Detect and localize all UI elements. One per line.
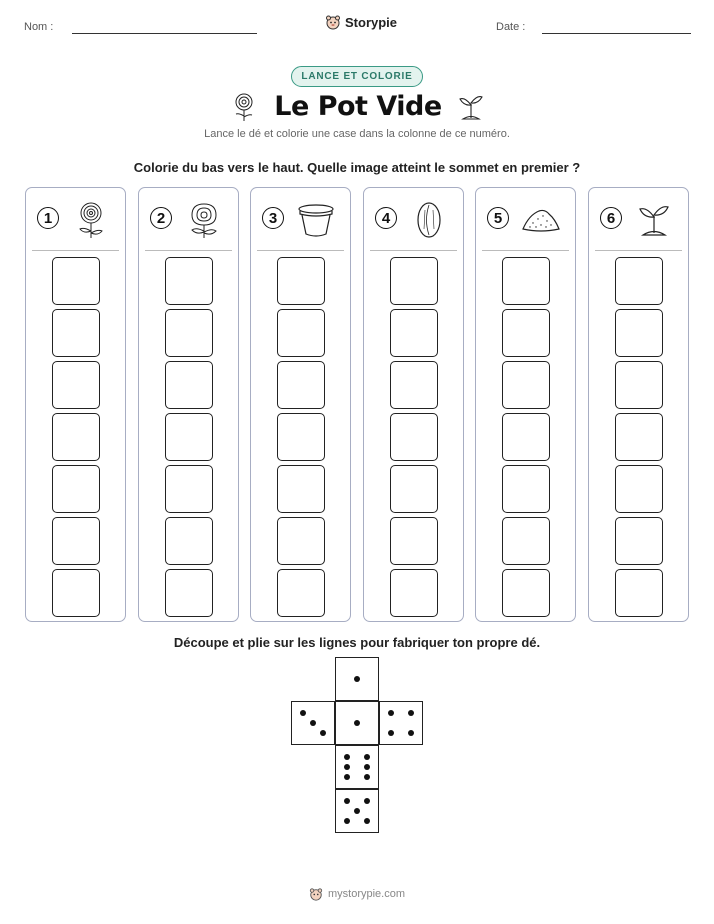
column-number: 2 (150, 207, 172, 229)
column-5 (475, 187, 576, 622)
chrysanthemum-icon (71, 201, 111, 239)
color-box[interactable] (390, 309, 438, 357)
footer (309, 887, 405, 901)
color-box[interactable] (615, 413, 663, 461)
color-box[interactable] (165, 517, 213, 565)
flower-pot-icon (296, 201, 336, 239)
color-box[interactable] (277, 569, 325, 617)
activity-badge: LANCE ET COLORIE (291, 66, 422, 87)
column-divider (145, 250, 232, 251)
pip (344, 754, 350, 760)
storypie-mascot-icon (309, 887, 323, 901)
pip (364, 818, 370, 824)
color-box[interactable] (52, 413, 100, 461)
chrysanthemum-title-icon (230, 92, 258, 122)
color-box[interactable] (165, 569, 213, 617)
pip (354, 808, 360, 814)
color-box[interactable] (390, 517, 438, 565)
column-divider (370, 250, 457, 251)
color-box[interactable] (615, 257, 663, 305)
color-box[interactable] (165, 257, 213, 305)
pip (364, 764, 370, 770)
color-box[interactable] (615, 309, 663, 357)
subtitle: Lance le dé et colorie une case dans la colonne de ce numéro. (204, 128, 510, 140)
color-box[interactable] (277, 361, 325, 409)
column-divider (257, 250, 344, 251)
name-label: Nom : (24, 21, 54, 33)
color-box[interactable] (52, 569, 100, 617)
brand-name: Storypie (345, 14, 398, 30)
color-box[interactable] (165, 465, 213, 513)
die-face-1 (335, 657, 379, 701)
pip (354, 720, 360, 726)
color-box[interactable] (615, 361, 663, 409)
column-number: 3 (262, 207, 284, 229)
color-box[interactable] (165, 361, 213, 409)
die-face-1b (335, 701, 379, 745)
color-box[interactable] (390, 361, 438, 409)
soil-pile-icon (521, 201, 561, 239)
pip (354, 676, 360, 682)
color-box[interactable] (615, 517, 663, 565)
column-4 (363, 187, 464, 622)
pip (320, 730, 326, 736)
peony-flower-icon (184, 201, 224, 239)
color-box[interactable] (502, 465, 550, 513)
color-box[interactable] (502, 257, 550, 305)
column-1 (25, 187, 126, 622)
color-box[interactable] (52, 309, 100, 357)
color-box[interactable] (502, 413, 550, 461)
pip (310, 720, 316, 726)
sprout-icon (634, 201, 674, 239)
color-box[interactable] (52, 361, 100, 409)
pip (388, 710, 394, 716)
seed-icon (409, 201, 449, 239)
column-number: 5 (487, 207, 509, 229)
sprout-title-icon (458, 92, 484, 122)
pip (388, 730, 394, 736)
column-divider (32, 250, 119, 251)
color-box[interactable] (52, 465, 100, 513)
footer-url[interactable]: mystorypie.com (327, 888, 406, 900)
pip (364, 754, 370, 760)
pip (344, 818, 350, 824)
brand-logo (325, 14, 397, 30)
die-instruction: Découpe et plie sur les lignes pour fabriquer ton propre dé. (173, 635, 541, 650)
pip (344, 764, 350, 770)
color-box[interactable] (615, 569, 663, 617)
color-box[interactable] (390, 465, 438, 513)
column-2 (138, 187, 239, 622)
color-box[interactable] (390, 413, 438, 461)
pip (364, 798, 370, 804)
color-box[interactable] (390, 569, 438, 617)
column-3 (250, 187, 351, 622)
date-line[interactable] (542, 33, 691, 34)
color-box[interactable] (615, 465, 663, 513)
color-box[interactable] (165, 309, 213, 357)
column-number: 1 (37, 207, 59, 229)
color-box[interactable] (390, 257, 438, 305)
color-box[interactable] (502, 569, 550, 617)
color-box[interactable] (52, 257, 100, 305)
color-box[interactable] (277, 309, 325, 357)
column-number: 4 (375, 207, 397, 229)
color-box[interactable] (502, 309, 550, 357)
color-box[interactable] (277, 517, 325, 565)
pip (408, 730, 414, 736)
pip (344, 798, 350, 804)
die-face-3 (291, 701, 335, 745)
pip (408, 710, 414, 716)
color-box[interactable] (277, 413, 325, 461)
color-box[interactable] (502, 517, 550, 565)
name-line[interactable] (72, 33, 257, 34)
column-divider (482, 250, 569, 251)
pip (344, 774, 350, 780)
date-label: Date : (496, 21, 526, 33)
color-box[interactable] (277, 465, 325, 513)
column-divider (595, 250, 682, 251)
pip (364, 774, 370, 780)
die-face-6 (335, 745, 379, 789)
storypie-mascot-icon (325, 14, 341, 30)
color-box[interactable] (277, 257, 325, 305)
page-title: Le Pot Vide (274, 91, 442, 122)
die-face-4 (379, 701, 423, 745)
coloring-instruction: Colorie du bas vers le haut. Quelle image atteint le sommet en premier ? (133, 160, 581, 175)
die-face-5 (335, 789, 379, 833)
column-6 (588, 187, 689, 622)
color-box[interactable] (502, 361, 550, 409)
column-number: 6 (600, 207, 622, 229)
pip (300, 710, 306, 716)
color-box[interactable] (165, 413, 213, 461)
color-box[interactable] (52, 517, 100, 565)
